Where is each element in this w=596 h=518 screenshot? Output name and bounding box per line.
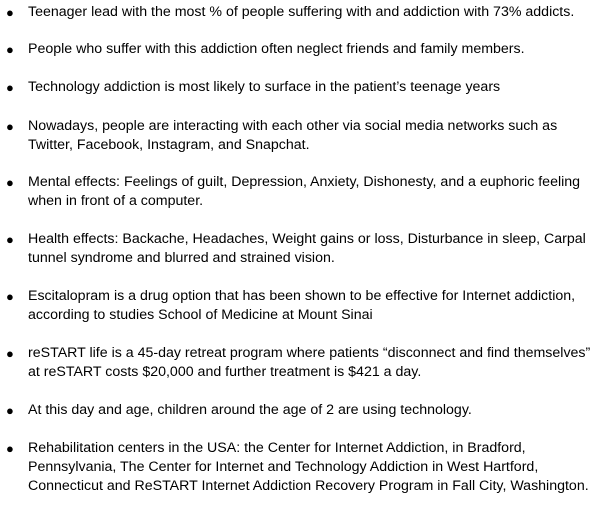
list-item	[0, 230, 596, 268]
list-item	[0, 344, 596, 382]
list-item	[0, 3, 596, 22]
bullet-icon: ●	[6, 80, 14, 95]
list-item-text: Escitalopram is a drug option that has been shown to be effective for Internet addiction, according to studies School of Medicine at Mount Sinai	[28, 288, 576, 323]
bullet-icon: ●	[6, 5, 14, 20]
list-item	[0, 40, 596, 59]
list-item-text: Technology addiction is most likely to surface in the patient’s teenage years	[28, 79, 501, 95]
list-item-text: People who suffer with this addiction often neglect friends and family members.	[28, 41, 525, 57]
list-item	[0, 117, 596, 155]
list-item-text: Nowadays, people are interacting with each other via social media networks such as Twitter, Facebook, Instagram, and Snapchat.	[28, 118, 558, 153]
list-item	[0, 173, 596, 211]
list-item	[0, 78, 596, 97]
bullet-icon: ●	[6, 119, 14, 134]
list-item-text: Rehabilitation centers in the USA: the Center for Internet Addiction, in Bradford, Pennsylvania, The Center for Internet and Technology Addiction in West Hartford, Connecticut and ReSTART Internet Addiction Recovery Program in Fall City, Washington.	[28, 440, 589, 494]
bullet-icon: ●	[6, 441, 14, 456]
list-item	[0, 439, 596, 496]
list-item-text: At this day and age, children around the age of 2 are using technology.	[28, 402, 472, 418]
list-item-text: Teenager lead with the most % of people suffering with and addiction with 73% addicts.	[28, 4, 575, 20]
list-item	[0, 401, 596, 420]
list-item	[0, 287, 596, 325]
list-item-text: reSTART life is a 45-day retreat program where patients “disconnect and find themselves” at reSTART costs $20,000 and further treatment is $421 a day.	[28, 345, 591, 380]
list-item-text: Health effects: Backache, Headaches, Weight gains or loss, Disturbance in sleep, Carpal tunnel syndrome and blurred and strained vision.	[28, 231, 586, 266]
bullet-icon: ●	[6, 346, 14, 361]
bullet-icon: ●	[6, 232, 14, 247]
list-item-text: Mental effects: Feelings of guilt, Depression, Anxiety, Dishonesty, and a euphoric feeling when in front of a computer.	[28, 174, 581, 209]
bullet-icon: ●	[6, 403, 14, 418]
bullet-icon: ●	[6, 175, 14, 190]
bullet-icon: ●	[6, 42, 14, 57]
bullet-icon: ●	[6, 289, 14, 304]
